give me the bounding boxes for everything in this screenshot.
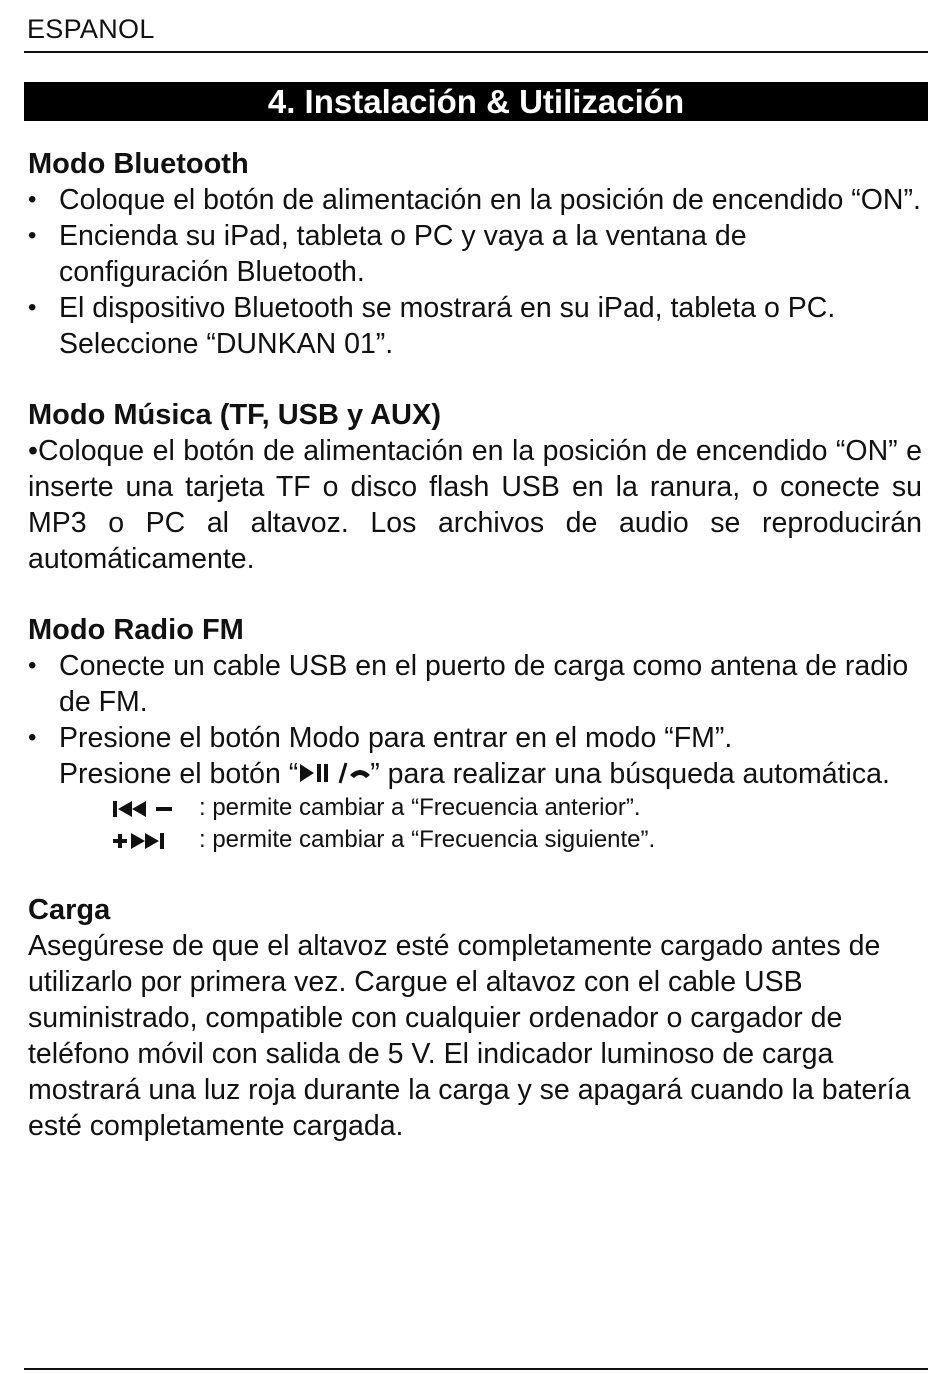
bluetooth-title: Modo Bluetooth [28,148,249,180]
prev-minus-icon [112,798,174,820]
section-banner: 4. Instalación & Utilización [24,82,928,121]
radio-title: Modo Radio FM [28,614,244,646]
bluetooth-list [28,182,922,362]
charging-title: Carga [28,894,111,926]
music-title: Modo Música (TF, USB y AUX) [28,399,441,431]
header-rule [24,51,928,53]
prev-frequency-text: : permite cambiar a “Frecuencia anterior”. [199,794,641,821]
bluetooth-item-2: • Encienda su iPad, tableta o PC y vaya a la ventana de configuración Bluetooth. [28,218,922,290]
bluetooth-item-1: • Coloque el botón de alimentación en la posición de encendido “ON”. [28,182,922,218]
next-frequency-row [28,824,922,856]
plus-next-icon [112,830,174,852]
radio-item-2-pre: Presione el botón “ [59,758,299,790]
footer-rule [24,1368,928,1370]
manual-content [28,146,922,1144]
language-label: ESPANOL [27,14,155,44]
music-text: •Coloque el botón de alimentación en la posición de encendido “ON” e inserte una tarjeta TF o disco flash USB en la ranura, o conecte su MP3 o PC al altavoz. Los archivos de audio se reproducirán automáticamente. [28,435,922,575]
prev-frequency-row [28,792,922,824]
radio-item-2 [28,720,922,792]
charging-text: Asegúrese de que el altavoz esté completamente cargado antes de utilizarlo por primera vez. Cargue el altavoz con el cable USB suministrado, compatible con cualquier ordenador o cargador de teléfono móvil con salida de 5 V. El indicador luminoso de carga mostrará una luz roja durante la carga y se apagará cuando la batería esté completamente cargada. [28,930,911,1142]
radio-item-2-line1: Presione el botón Modo para entrar en el modo “FM”. [59,722,733,754]
next-frequency-text: : permite cambiar a “Frecuencia siguiente”. [199,826,656,853]
radio-item-2-post: ” para realizar una búsqueda automática. [370,758,890,790]
play-pause-phone-icon [298,761,370,785]
radio-list [28,648,922,792]
bluetooth-item-3: • El dispositivo Bluetooth se mostrará en su iPad, tableta o PC. Seleccione “DUNKAN 01”. [28,290,922,362]
radio-item-1: • Conecte un cable USB en el puerto de carga como antena de radio de FM. [28,648,922,720]
